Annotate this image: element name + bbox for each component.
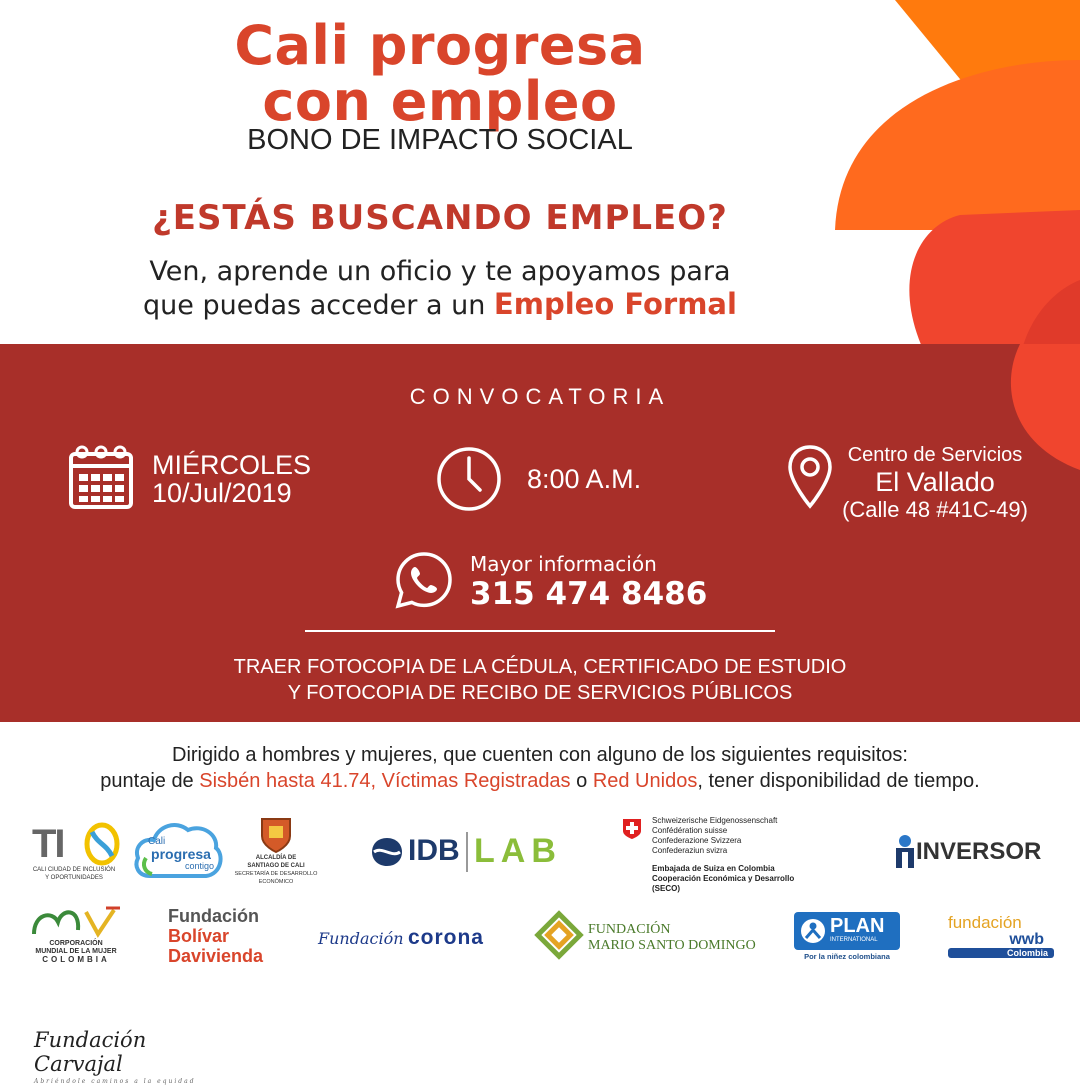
plan-person-icon: [800, 918, 826, 944]
event-day: MIÉRCOLES: [152, 450, 312, 480]
carvajal-1: Fundación Carvajal: [34, 1028, 147, 1076]
petal-middle: [835, 60, 1080, 230]
target-line-2: [20, 768, 1060, 794]
alcaldia-2: SANTIAGO DE CALI: [247, 863, 305, 869]
fundacion-corona-logo: [318, 926, 484, 950]
idb-lab-logo: [370, 832, 570, 872]
inversor-logo: [894, 834, 1054, 870]
cali-progresa-contigo-logo: [132, 816, 224, 882]
swiss-3: Confederazione Svizzera: [652, 836, 742, 845]
title-line-1: Cali progresa: [234, 14, 646, 77]
event-location: [820, 444, 1050, 523]
fundacion-wwb-logo: [948, 914, 1054, 958]
coat-of-arms-icon: [259, 816, 293, 854]
swiss-6: Cooperación Económica y Desarrollo (SECO): [652, 874, 795, 893]
target-sisben: Sisbén hasta 41.74, Víctimas Registradas: [199, 770, 571, 792]
tio-hands-icon: [84, 822, 120, 866]
target-audience: [20, 742, 1060, 794]
fundacion-mario-santo-domingo-logo: [538, 914, 758, 958]
corona-1: Fundación: [318, 929, 404, 948]
cmm-mark-icon: [28, 904, 124, 940]
swiss-4: Confederaziun svizra: [652, 846, 728, 855]
bolivar-2: Bolívar: [168, 926, 230, 946]
cmm-1: CORPORACIÓN: [49, 940, 103, 947]
msd-1: FUNDACIÓN: [588, 922, 671, 937]
tio-logo: [28, 822, 120, 882]
msd-2: MARIO SANTO DOMINGO: [588, 938, 756, 953]
intro-line-1: Ven, aprende un oficio y te apoyamos para: [149, 256, 731, 287]
bolivar-1: Fundación: [168, 906, 259, 926]
fundacion-bolivar-davivienda-logo: [168, 906, 263, 966]
cali-contigo-2: progresa: [151, 846, 211, 862]
msd-knot-icon: [538, 914, 580, 956]
corona-2: corona: [407, 926, 484, 949]
cali-contigo-3: contigo: [184, 861, 214, 871]
tio-mark: TI: [32, 822, 64, 866]
convocatoria-heading: CONVOCATORIA: [409, 384, 671, 409]
bolivar-3: Davivienda: [168, 946, 264, 966]
calendar-icon: [68, 444, 134, 510]
lab-text: LAB: [474, 832, 562, 870]
location-address: (Calle 48 #41C-49): [842, 497, 1028, 522]
cmm-3: COLOMBIA: [42, 955, 110, 964]
intro-line-2: [60, 288, 820, 322]
plan-3: Por la niñez colombiana: [804, 952, 890, 961]
inversor-icon: [894, 834, 916, 868]
wwb-3: Colombia: [948, 948, 1054, 958]
event-date: [152, 451, 311, 507]
whatsapp-icon: [394, 550, 454, 610]
event-date-value: 10/Jul/2019: [152, 478, 292, 508]
plan-2: INTERNATIONAL: [830, 937, 878, 943]
divider: [305, 630, 775, 632]
requirements-line-1: TRAER FOTOCOPIA DE LA CÉDULA, CERTIFICADO DE ESTUDIO: [233, 656, 847, 678]
requirements-line-2: Y FOTOCOPIA DE RECIBO DE SERVICIOS PÚBLICOS: [287, 682, 793, 704]
target-line-1: Dirigido a hombres y mujeres, que cuenten con alguno de los siguientes requisitos:: [172, 744, 908, 766]
fundacion-carvajal-logo: [34, 1028, 234, 1085]
more-info-label: Mayor información: [470, 552, 657, 576]
target-text-1: puntaje de: [100, 770, 200, 792]
intro-line-2-text: que puedas acceder a un: [143, 290, 486, 321]
job-question-heading: ¿ESTÁS BUSCANDO EMPLEO?: [152, 198, 728, 238]
subtitle: BONO DE IMPACTO SOCIAL: [247, 124, 633, 156]
carvajal-2: Abriéndole caminos a la equidad: [34, 1078, 196, 1085]
alcaldia-4: ECONÓMICO: [258, 879, 294, 885]
plan-1: PLAN: [830, 915, 885, 937]
swiss-flag-icon: [622, 818, 642, 840]
swiss-5: Embajada de Suiza en Colombia: [652, 864, 775, 873]
event-time: 8:00 A.M.: [527, 464, 642, 494]
alcaldia-cali-logo: [232, 816, 320, 886]
clock-icon: [436, 446, 502, 512]
wwb-1: fundación: [948, 913, 1022, 932]
inversor-text: INVERSOR: [916, 838, 1042, 865]
title-line-2: con empleo: [262, 70, 618, 133]
intro-text: [60, 256, 820, 322]
requirements-text: [100, 654, 980, 706]
tio-caption-2: Y OPORTUNIDADES: [45, 875, 103, 881]
tio-caption-1: CALI CIUDAD DE INCLUSIÓN: [32, 867, 116, 873]
idb-text: IDB: [408, 834, 460, 867]
swiss-1: Schweizerische Eidgenossenschaft: [652, 816, 778, 825]
alcaldia-3: SECRETARÍA DE DESARROLLO: [234, 871, 318, 877]
plan-international-logo: [794, 912, 900, 961]
cmm-logo: [26, 904, 126, 964]
location-line-1: Centro de Servicios: [847, 444, 1023, 466]
cali-contigo-1: Cali: [148, 836, 166, 847]
target-text-3: , tener disponibilidad de tiempo.: [697, 770, 980, 792]
location-line-2: El Vallado: [875, 467, 995, 497]
target-text-2: o: [570, 770, 593, 792]
swiss-embassy-logo: [622, 816, 822, 894]
idb-globe-icon: [370, 836, 404, 868]
phone-number[interactable]: 315 474 8486: [470, 576, 708, 612]
formal-job-highlight: Empleo Formal: [493, 287, 737, 321]
alcaldia-1: ALCALDÍA DE: [255, 855, 297, 861]
target-red-unidos: Red Unidos: [592, 770, 698, 792]
swiss-2: Confédération suisse: [652, 826, 728, 835]
wwb-2: wwb: [1009, 931, 1044, 948]
cmm-2: MUNDIAL DE LA MUJER: [35, 948, 117, 955]
page-title: [180, 14, 700, 133]
